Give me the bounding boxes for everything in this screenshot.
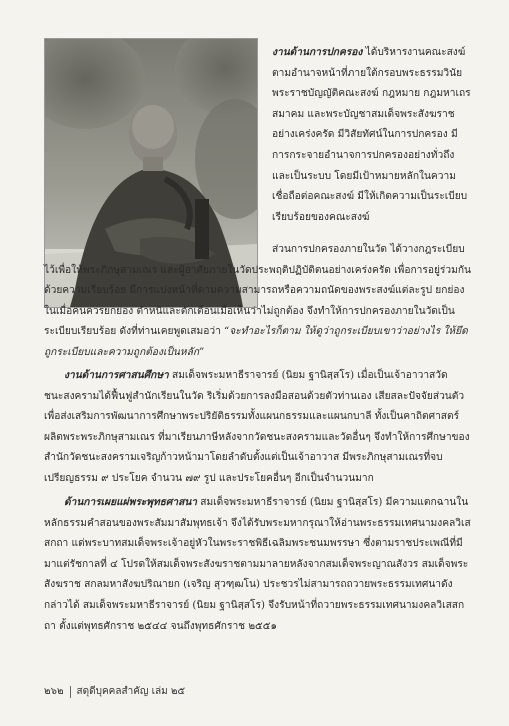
governance-text: ได้บริหารงานคณะสงฆ์ตามอำนาจหน้าที่ภายใต้กรอบพระธรรมวินัย พระราชบัญญัติคณะสงฆ์ กฎหมาย กฎมหาเถรสมาคม และพระบัญชาสมเด็จพระสังฆราชอย่างเคร่งครัด มีวิสัยทัศน์ในการปกครอง มีการกระจายอำนาจการปกครองอย่างทั่วถึงและเป็นระบบ โดยมีเป้าหมายหลักในความเชื่อถือต่อคณะสงฆ์ มีให้เกิดความเป็นระเบียบเรียบร้อยของคณะสงฆ์ xyxy=(272,47,471,223)
temple-governance-quote: “จะทำอะไรก็ตาม ให้ดูว่าถูกระเบียบเขาว่าอย่างไร ให้ยึดถูกระเบียบและความถูกต้องเป็นหลัก” xyxy=(44,326,468,358)
education-text: สมเด็จพระมหาธีราจารย์ (นิยม ฐานิสฺสโร) เมื่อเป็นเจ้าอาวาสวัดชนะสงครามได้ฟื้นฟูสำนักเรียนในวัด ริเริ่มด้วยการลงมือสอนด้วยตัวท่านเอง เสียสละปัจจัยส่วนตัวเพื่อส่งเสริมการพัฒนาการศึกษาพระปริยัติธรรมทั้งแผนกธรรมและแผนกบาลี ทั้งเป็นคาถิตศาสตร์ผลิตพระพระภิกษุสามเณร ที่มาเรียนภาษีหลังจากวัดชนะสงครามและวัดอื่นๆ จึงทำให้การศึกษาของสำนักวัดชนะสงครามเจริญก้าวหน้ามาโดยลำดับตั้งแต่เป็นเจ้าอาวาส มีพระภิกษุสามเณรที่จบเปรียญธรรม ๙ ประโยค จำนวน ๗๙ รูป และประโยคอื่นๆ อีกเป็นจำนวนมาก xyxy=(44,370,470,484)
temple-governance-text: ส่วนการปกครองภายในวัด ได้วางกฎระเบียบไว้เพื่อให้พระภิกษุสามเณร และผู้อาศัยภายในวัดประพฤติปฏิบัติตนอย่างเคร่งครัด เพื่อการอยู่ร่วมกันด้วยความเรียบร้อย มีการแบ่งหน้าที่ตามความสามารถหรือความถนัดของพระสงฆ์แต่ละรูป ยกย่องในเมื่อคนควรยกย่อง ตำหนิและตักเตือนเมื่อเห็นว่าไม่ถูกต้อง จึงทำให้การปกครองภายในวัดเป็นระเบียบเรียบร้อย ดังที่ท่านเคยพูดเสมอว่า xyxy=(44,244,471,338)
paragraph-education xyxy=(44,365,472,490)
paragraph-temple-governance xyxy=(44,240,472,364)
page-number: ๒๖๒ xyxy=(44,686,64,697)
paragraph-governance xyxy=(272,42,472,228)
heading-governance: งานด้านการปกครอง xyxy=(272,46,363,58)
page-footer xyxy=(44,684,185,699)
heading-propagation: ด้านการเผยแผ่พระพุทธศาสนา xyxy=(64,496,198,508)
publication-title: สดุดีบุคคลสำคัญ เล่ม ๒๕ xyxy=(76,686,186,697)
propagation-text: สมเด็จพระมหาธีราจารย์ (นิยม ฐานิสฺสโร) มีความแตกฉานในหลักธรรมคำสอนของพระสัมมาสัมพุทธเจ้า จึงได้รับพระมหากรุณาให้อ่านพระธรรมเทศนามงคลวิเสสกถา แด่พระบาทสมเด็จพระเจ้าอยู่หัวในพระราชพิธีเฉลิมพระชนมพรรษา ซึ่งตามราชประเพณีที่มีมาแต่รัชกาลที่ ๔ โปรดให้สมเด็จพระสังฆราชตามมาลายหลังจากสมเด็จพระญาณสังวร สมเด็จพระสังฆราช สกลมหาสังฆปริณายก (เจริญ สุวฑฺฒโน) ประชวรไม่สามารถถวายพระธรรมเทศนาดังกล่าวได้ สมเด็จพระมหาธีราจารย์ (นิยม ฐานิสฺสโร) จึงรับหน้าที่ถวายพระธรรมเทศนามงคลวิเสสกถา ตั้งแต่พุทธศักราช ๒๕๔๔ จนถึงพุทธศักราช ๒๕๕๑ xyxy=(44,497,471,632)
footer-divider xyxy=(70,686,71,698)
paragraph-propagation xyxy=(44,492,472,637)
heading-education: งานด้านการศาสนศึกษา xyxy=(64,369,169,381)
